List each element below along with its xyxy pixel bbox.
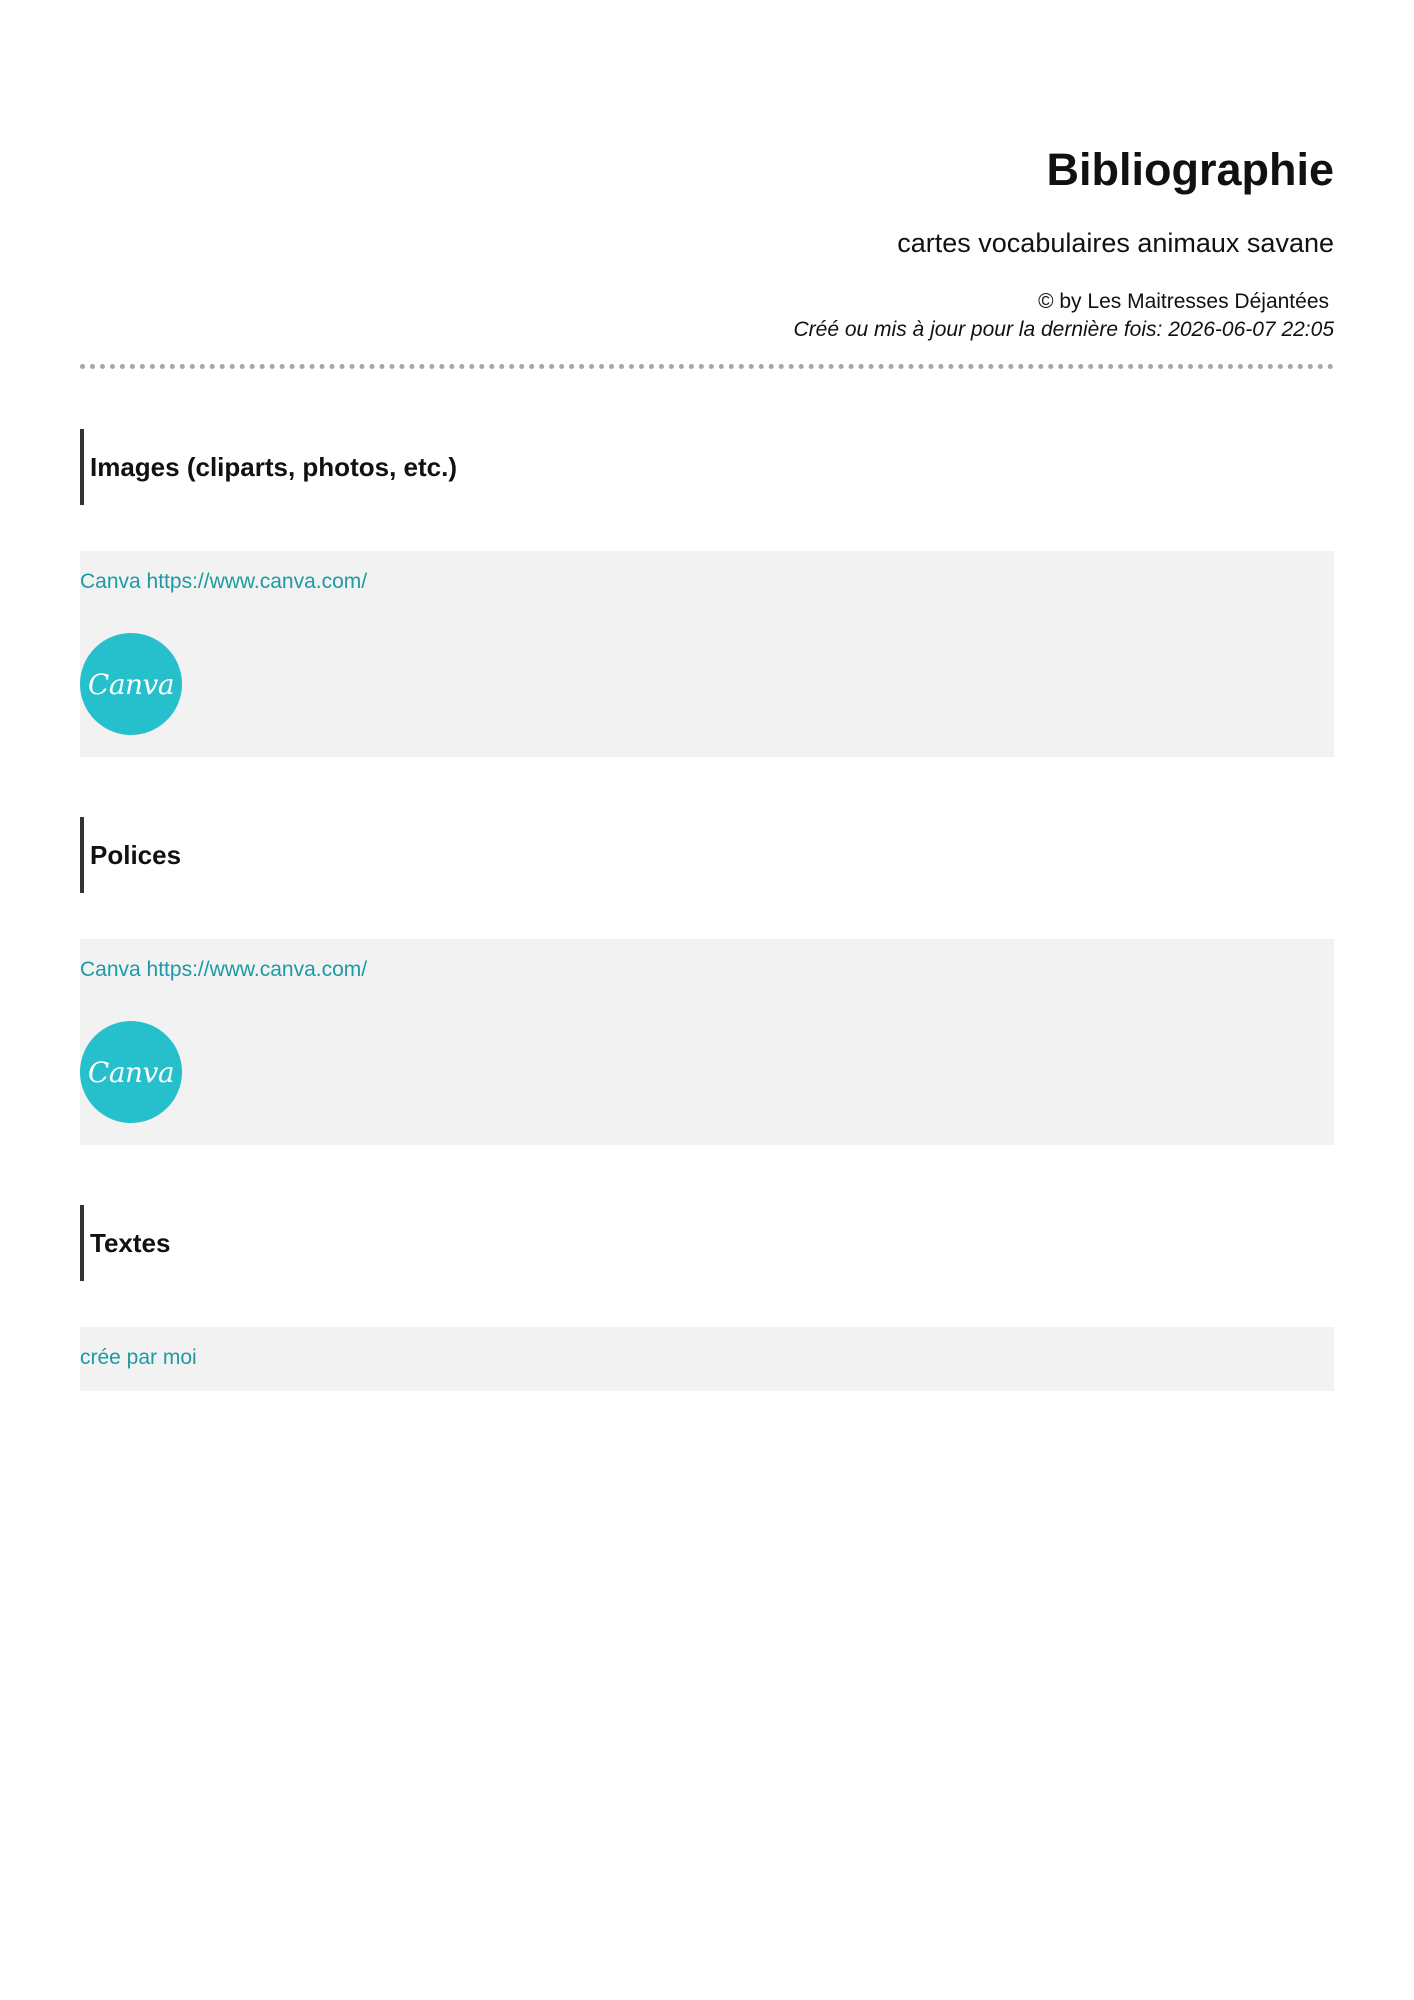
canva-logo-text: Canva — [87, 667, 175, 701]
source-link-texts[interactable]: crée par moi — [80, 1346, 197, 1369]
header-divider — [80, 364, 1334, 369]
section-heading-texts: Textes — [80, 1205, 1334, 1281]
source-link-fonts[interactable]: Canva https://www.canva.com/ — [80, 958, 368, 981]
document-subtitle: cartes vocabulaires animaux savane — [897, 228, 1334, 258]
section-box-fonts — [80, 939, 1334, 1145]
canva-logo-icon — [80, 633, 182, 735]
section-box-images — [80, 551, 1334, 757]
document-header — [80, 0, 1334, 344]
canva-logo-icon — [80, 1021, 182, 1123]
canva-logo-text: Canva — [87, 1055, 175, 1089]
document-page — [80, 0, 1334, 1391]
copyright-notice: © by Les Maitresses Déjantées — [1038, 290, 1329, 313]
section-heading-images: Images (cliparts, photos, etc.) — [80, 429, 1334, 505]
last-updated-date: Créé ou mis à jour pour la dernière fois: 2026-06-07 22:05 — [793, 318, 1334, 341]
source-link-images[interactable]: Canva https://www.canva.com/ — [80, 570, 368, 593]
page-title: Bibliographie — [1046, 144, 1334, 195]
section-box-texts — [80, 1327, 1334, 1391]
section-heading-fonts: Polices — [80, 817, 1334, 893]
